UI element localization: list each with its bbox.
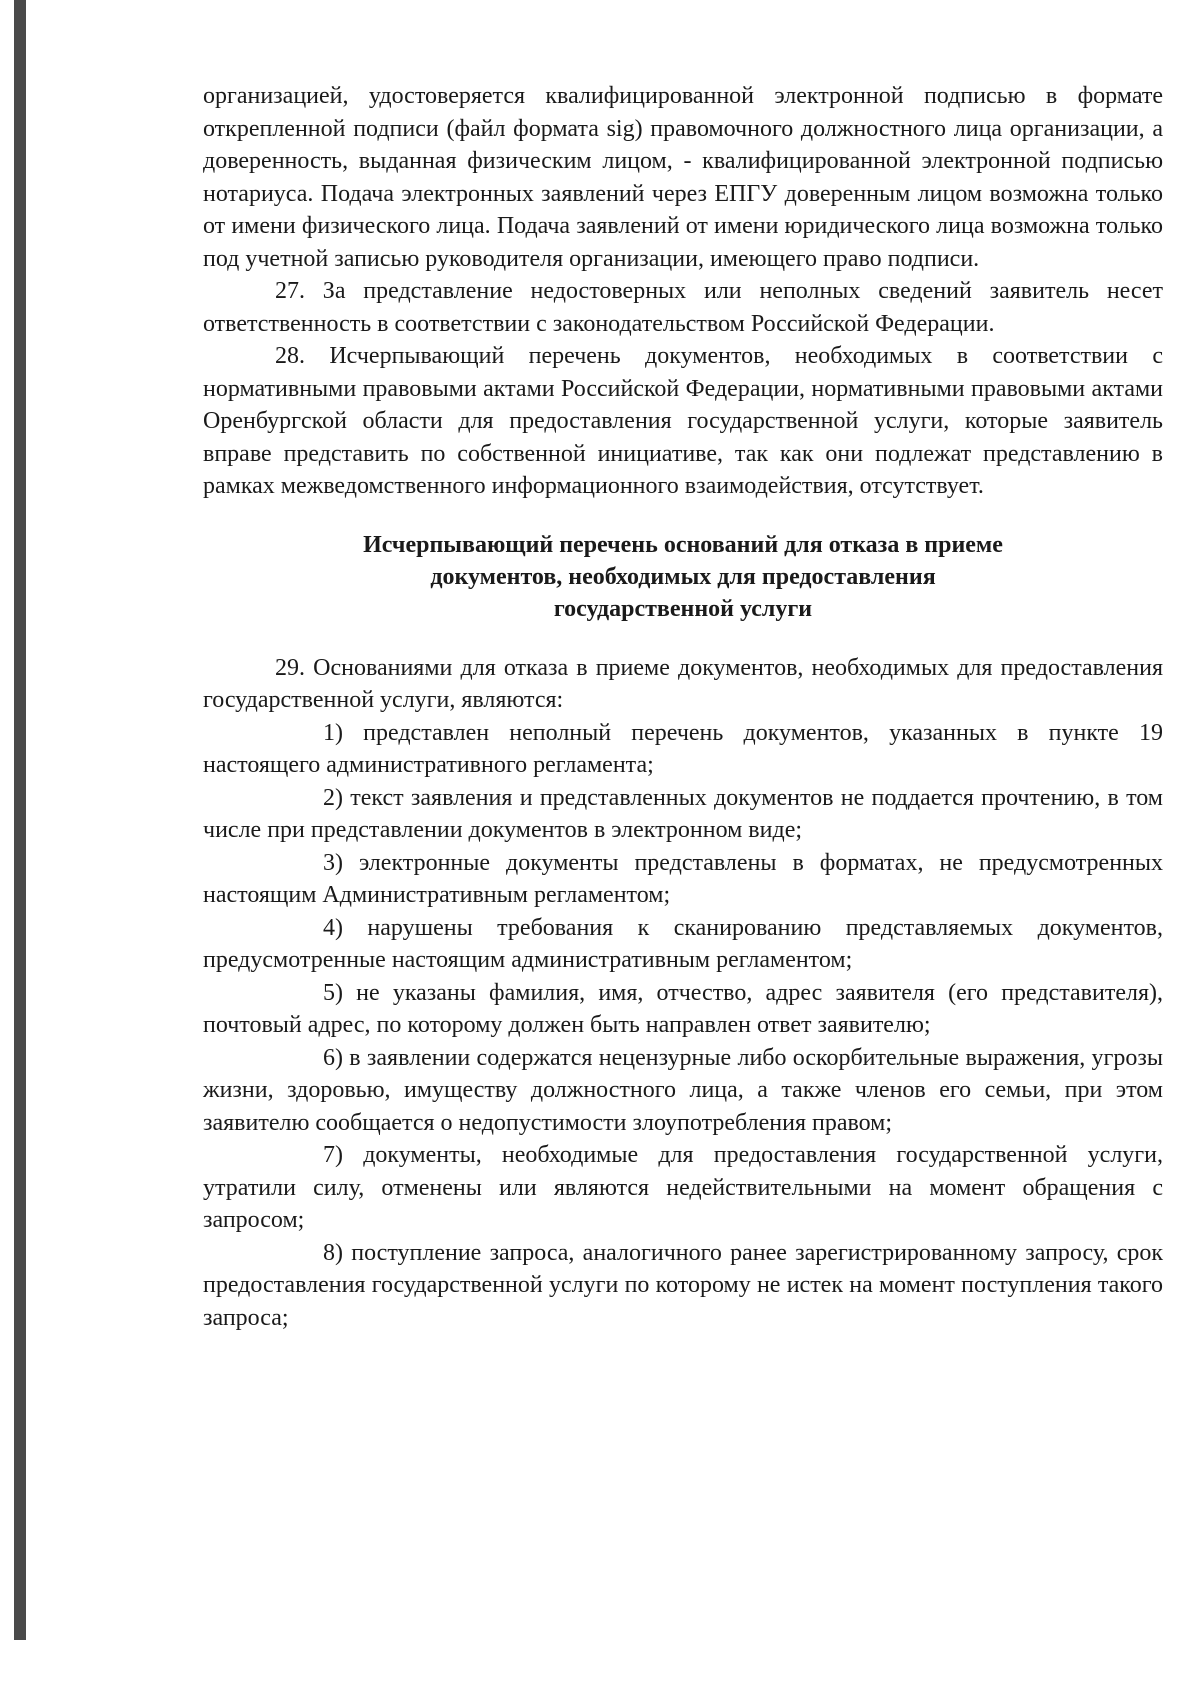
scan-edge-shadow <box>14 0 26 1640</box>
list-item-3: 3) электронные документы представлены в форматах, не предусмотренных настоящим Административным регламентом; <box>203 849 1163 908</box>
list-item-7: 7) документы, необходимые для предоставления государственной услуги, утратили силу, отменены или являются недействительными на момент обращения с запросом; <box>203 1142 1163 1233</box>
paragraph-29-intro: 29. Основаниями для отказа в приеме документов, необходимых для предоставления государственной услуги, являются: <box>203 654 1163 713</box>
list-item-4: 4) нарушены требования к сканированию представляемых документов, предусмотренные настоящим административным регламентом; <box>203 914 1163 973</box>
document-page <box>203 80 1163 1334</box>
paragraph-26-continuation: организацией, удостоверяется квалифицированной электронной подписью в формате открепленной подписи (файл формата sig) правомочного должностного лица организации, а доверенность, выданная физическим лицом, - квалифицированной электронной подписью нотариуса. Подача электронных заявлений через ЕПГУ доверенным лицом возможна только от имени физического лица. Подача заявлений от имени юридического лица возможна только под учетной записью руководителя организации, имеющего право подписи. <box>203 83 1163 272</box>
heading-line-2: документов, необходимых для предоставления <box>430 563 936 590</box>
heading-line-1: Исчерпывающий перечень оснований для отказа в приеме <box>363 531 1003 558</box>
list-item-6: 6) в заявлении содержатся нецензурные либо оскорбительные выражения, угрозы жизни, здоровью, имуществу должностного лица, а также членов его семьи, при этом заявителю сообщается о недопустимости злоупотребления правом; <box>203 1044 1163 1136</box>
section-heading <box>203 529 1163 625</box>
list-item-2: 2) текст заявления и представленных документов не поддается прочтению, в том числе при представлении документов в электронном виде; <box>203 784 1163 843</box>
list-item-1: 1) представлен неполный перечень документов, указанных в пункте 19 настоящего административного регламента; <box>203 719 1163 778</box>
list-item-8: 8) поступление запроса, аналогичного ранее зарегистрированному запросу, срок предоставления государственной услуги по которому не истек на момент поступления такого запроса; <box>203 1239 1163 1331</box>
heading-line-3: государственной услуги <box>553 595 813 622</box>
paragraph-28: 28. Исчерпывающий перечень документов, необходимых в соответствии с нормативными правовыми актами Российской Федерации, нормативными правовыми актами Оренбургской области для предоставления государственной услуги, которые заявитель вправе представить по собственной инициативе, так как они подлежат представлению в рамках межведомственного информационного взаимодействия, отсутствует. <box>203 343 1163 499</box>
paragraph-27: 27. За представление недостоверных или неполных сведений заявитель несет ответственность в соответствии с законодательством Российской Федерации. <box>203 278 1163 337</box>
list-item-5: 5) не указаны фамилия, имя, отчество, адрес заявителя (его представителя), почтовый адрес, по которому должен быть направлен ответ заявителю; <box>203 979 1163 1038</box>
